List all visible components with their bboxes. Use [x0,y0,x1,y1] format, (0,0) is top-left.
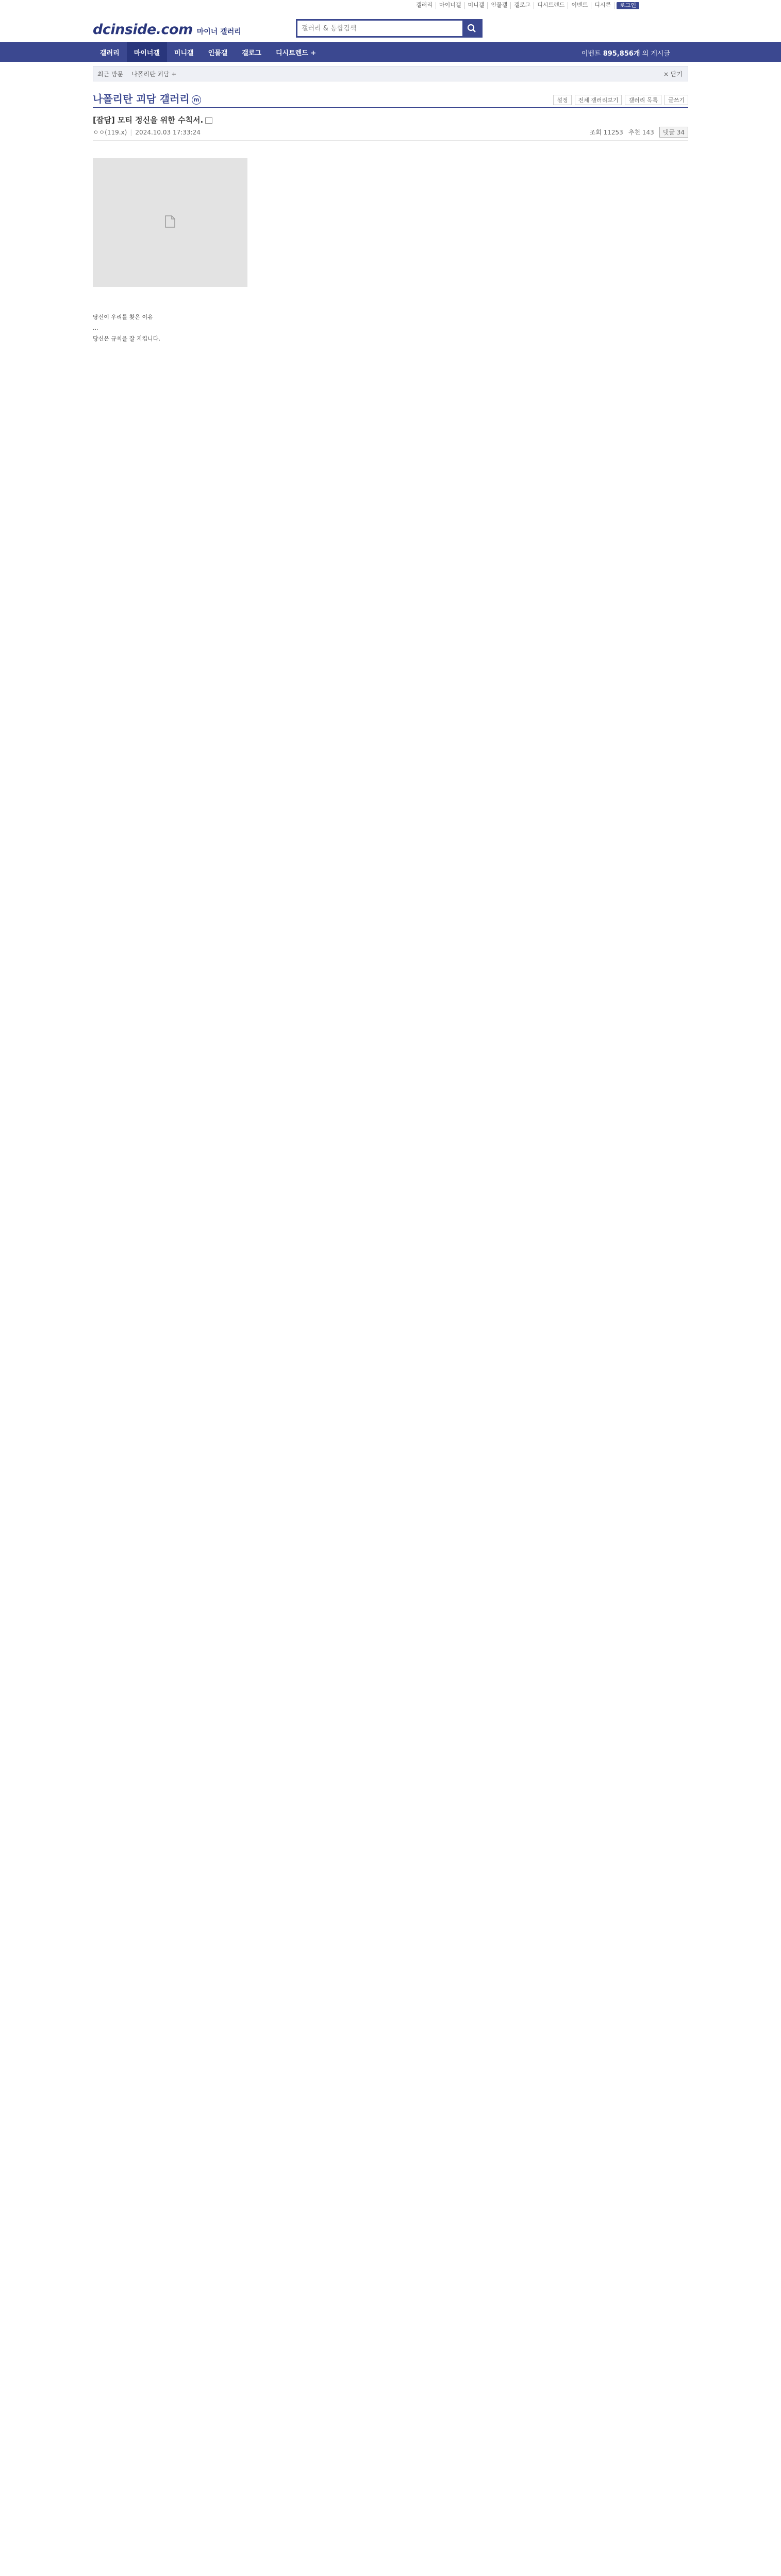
body-paragraph: ... [93,325,98,331]
gallery-tool-button[interactable]: 설정 [553,95,571,105]
util-link[interactable]: 미니갤 [465,2,488,9]
gallery-tools [553,95,688,105]
post-author[interactable]: ㅇㅇ(119.x) [93,129,127,136]
util-link[interactable]: 마이너갤 [436,2,465,9]
search-box [296,19,483,38]
post-recommend: 추천 143 [628,129,654,136]
logo-sub[interactable]: 마이너 갤러리 [196,28,241,36]
nav-event-count: 895,856개 [603,50,640,58]
nav-item[interactable]: 미니갤 [174,49,194,57]
body-paragraph: 당신이 우리를 찾은 이유 [93,314,153,320]
gallery-title-row [93,91,688,108]
nav-item[interactable]: 갤로그 [242,49,261,57]
nav-item[interactable]: 갤러리 [100,49,120,57]
nav-item[interactable]: 인물갤 [208,49,228,57]
search-button[interactable] [462,21,481,36]
nav-item[interactable]: 마이너갤 [127,42,167,62]
header [0,11,781,42]
util-links [413,2,639,9]
nav-event-prefix: 이벤트 [581,50,601,58]
recent-visit-gallery[interactable]: 나폴리탄 괴담 + [131,70,177,78]
gallery-tool-button[interactable]: 갤러리 목록 [625,95,661,105]
util-link[interactable]: 인물갤 [488,2,511,9]
post-meta [93,126,688,141]
broken-image-icon [165,215,175,228]
search-icon [467,24,476,33]
gallery-title-text: 나폴리탄 괴담 갤러리 [93,93,190,105]
nav-event-suffix: 의 게시글 [642,50,670,58]
minor-badge-icon: m [192,95,201,105]
site-logo[interactable] [93,22,241,38]
post-comments[interactable]: 댓글 34 [659,127,688,138]
main-nav [0,42,781,62]
nav-items [93,42,323,62]
post-title-text: [잡담] 모티 정신을 위한 수칙서. [93,115,204,125]
nav-event[interactable] [581,48,670,58]
util-link[interactable]: 디시트렌드 [534,2,568,9]
meta-separator: | [130,129,132,136]
recent-visit-bar [93,66,688,81]
body-paragraph: 당신은 규칙을 잘 지킵니다. [93,335,160,342]
post-meta-right [590,127,688,138]
util-link[interactable]: 이벤트 [568,2,591,9]
nav-item[interactable]: 디시트렌드 + [275,49,317,57]
image-attached-icon [205,117,212,124]
gallery-tool-button[interactable]: 글쓰기 [664,95,688,105]
post-body [93,314,688,342]
post-header [93,114,688,141]
util-link[interactable]: 디시콘 [591,2,614,9]
post-image [93,158,247,287]
recent-visit-close-button[interactable]: × 닫기 [663,70,683,78]
recent-visit-label: 최근 방문 [97,70,124,78]
search-input[interactable] [297,21,462,36]
login-button[interactable]: 로그인 [617,2,639,9]
util-bar [0,0,781,11]
post-views: 조회 11253 [589,129,623,136]
post-date: 2024.10.03 17:33:24 [135,129,201,136]
util-link[interactable]: 갤러리 [413,2,436,9]
post-title [93,114,688,126]
util-link[interactable]: 갤로그 [511,2,534,9]
logo-main[interactable]: dcinside.com [93,22,193,38]
gallery-tool-button[interactable]: 전체 갤러리보기 [575,95,622,105]
post-meta-left [93,128,201,137]
